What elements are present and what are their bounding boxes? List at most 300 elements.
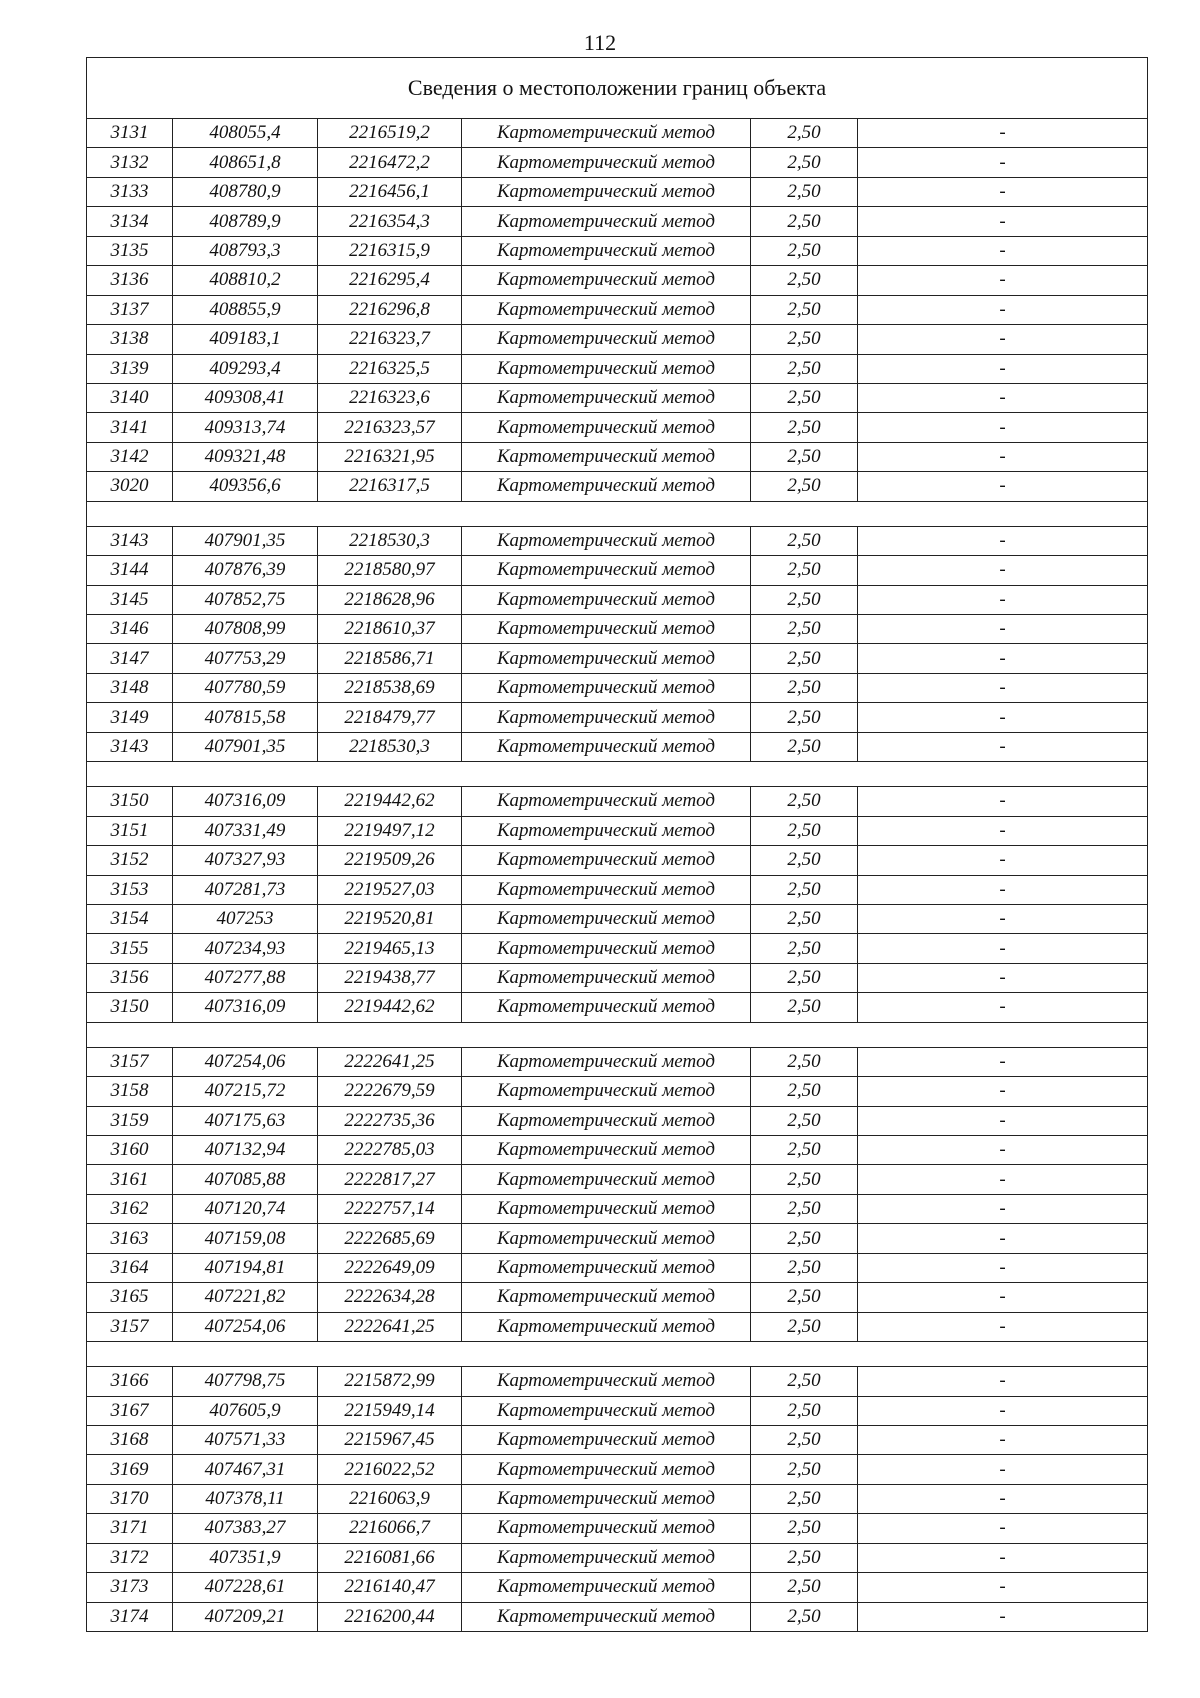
table-row bbox=[87, 1602, 1148, 1631]
point-number-cell: 3155 bbox=[87, 934, 173, 963]
point-number-cell: 3153 bbox=[87, 875, 173, 904]
accuracy-cell: 2,50 bbox=[751, 207, 858, 236]
description-cell: - bbox=[858, 1194, 1148, 1223]
method-cell: Картометрический метод bbox=[462, 383, 751, 412]
accuracy-cell: 2,50 bbox=[751, 732, 858, 761]
description-cell: - bbox=[858, 1047, 1148, 1076]
accuracy-cell: 2,50 bbox=[751, 442, 858, 471]
point-number-cell: 3143 bbox=[87, 732, 173, 761]
point-number-cell: 3142 bbox=[87, 442, 173, 471]
accuracy-cell: 2,50 bbox=[751, 236, 858, 265]
method-cell: Картометрический метод bbox=[462, 207, 751, 236]
x-coordinate-cell: 408793,3 bbox=[173, 236, 318, 265]
method-cell: Картометрический метод bbox=[462, 442, 751, 471]
point-number-cell: 3140 bbox=[87, 383, 173, 412]
description-cell: - bbox=[858, 1514, 1148, 1543]
table-row bbox=[87, 1194, 1148, 1223]
description-cell: - bbox=[858, 526, 1148, 555]
contour-separator-row bbox=[87, 762, 1148, 787]
x-coordinate-cell: 407331,49 bbox=[173, 816, 318, 845]
table-row bbox=[87, 1573, 1148, 1602]
point-number-cell: 3151 bbox=[87, 816, 173, 845]
accuracy-cell: 2,50 bbox=[751, 1106, 858, 1135]
y-coordinate-cell: 2222685,69 bbox=[318, 1224, 462, 1253]
method-cell: Картометрический метод bbox=[462, 1367, 751, 1396]
accuracy-cell: 2,50 bbox=[751, 615, 858, 644]
y-coordinate-cell: 2216519,2 bbox=[318, 119, 462, 148]
accuracy-cell: 2,50 bbox=[751, 413, 858, 442]
accuracy-cell: 2,50 bbox=[751, 1396, 858, 1425]
x-coordinate-cell: 407753,29 bbox=[173, 644, 318, 673]
description-cell: - bbox=[858, 207, 1148, 236]
method-cell: Картометрический метод bbox=[462, 1224, 751, 1253]
table-row bbox=[87, 442, 1148, 471]
x-coordinate-cell: 407234,93 bbox=[173, 934, 318, 963]
method-cell: Картометрический метод bbox=[462, 1283, 751, 1312]
point-number-cell: 3148 bbox=[87, 673, 173, 702]
table-row bbox=[87, 1106, 1148, 1135]
y-coordinate-cell: 2218580,97 bbox=[318, 556, 462, 585]
method-cell: Картометрический метод bbox=[462, 413, 751, 442]
y-coordinate-cell: 2216323,7 bbox=[318, 325, 462, 354]
method-cell: Картометрический метод bbox=[462, 787, 751, 816]
method-cell: Картометрический метод bbox=[462, 526, 751, 555]
description-cell: - bbox=[858, 1543, 1148, 1572]
table-row bbox=[87, 177, 1148, 206]
accuracy-cell: 2,50 bbox=[751, 1136, 858, 1165]
description-cell: - bbox=[858, 556, 1148, 585]
x-coordinate-cell: 407780,59 bbox=[173, 673, 318, 702]
description-cell: - bbox=[858, 1312, 1148, 1341]
method-cell: Картометрический метод bbox=[462, 1253, 751, 1282]
x-coordinate-cell: 407085,88 bbox=[173, 1165, 318, 1194]
y-coordinate-cell: 2219509,26 bbox=[318, 846, 462, 875]
method-cell: Картометрический метод bbox=[462, 148, 751, 177]
accuracy-cell: 2,50 bbox=[751, 1253, 858, 1282]
table-row bbox=[87, 703, 1148, 732]
y-coordinate-cell: 2216081,66 bbox=[318, 1543, 462, 1572]
point-number-cell: 3132 bbox=[87, 148, 173, 177]
point-number-cell: 3143 bbox=[87, 526, 173, 555]
accuracy-cell: 2,50 bbox=[751, 119, 858, 148]
x-coordinate-cell: 407383,27 bbox=[173, 1514, 318, 1543]
accuracy-cell: 2,50 bbox=[751, 1425, 858, 1454]
method-cell: Картометрический метод bbox=[462, 1077, 751, 1106]
accuracy-cell: 2,50 bbox=[751, 1194, 858, 1223]
point-number-cell: 3138 bbox=[87, 325, 173, 354]
method-cell: Картометрический метод bbox=[462, 644, 751, 673]
description-cell: - bbox=[858, 1224, 1148, 1253]
y-coordinate-cell: 2222757,14 bbox=[318, 1194, 462, 1223]
description-cell: - bbox=[858, 615, 1148, 644]
table-row bbox=[87, 1543, 1148, 1572]
point-number-cell: 3133 bbox=[87, 177, 173, 206]
method-cell: Картометрический метод bbox=[462, 1543, 751, 1572]
y-coordinate-cell: 2219442,62 bbox=[318, 787, 462, 816]
method-cell: Картометрический метод bbox=[462, 703, 751, 732]
accuracy-cell: 2,50 bbox=[751, 1283, 858, 1312]
point-number-cell: 3174 bbox=[87, 1602, 173, 1631]
accuracy-cell: 2,50 bbox=[751, 1573, 858, 1602]
y-coordinate-cell: 2219438,77 bbox=[318, 963, 462, 992]
x-coordinate-cell: 407852,75 bbox=[173, 585, 318, 614]
x-coordinate-cell: 409183,1 bbox=[173, 325, 318, 354]
method-cell: Картометрический метод bbox=[462, 1396, 751, 1425]
method-cell: Картометрический метод bbox=[462, 177, 751, 206]
y-coordinate-cell: 2216022,52 bbox=[318, 1455, 462, 1484]
accuracy-cell: 2,50 bbox=[751, 526, 858, 555]
description-cell: - bbox=[858, 1367, 1148, 1396]
accuracy-cell: 2,50 bbox=[751, 1047, 858, 1076]
x-coordinate-cell: 407254,06 bbox=[173, 1047, 318, 1076]
point-number-cell: 3020 bbox=[87, 472, 173, 501]
y-coordinate-cell: 2218538,69 bbox=[318, 673, 462, 702]
point-number-cell: 3149 bbox=[87, 703, 173, 732]
x-coordinate-cell: 407221,82 bbox=[173, 1283, 318, 1312]
x-coordinate-cell: 407254,06 bbox=[173, 1312, 318, 1341]
point-number-cell: 3168 bbox=[87, 1425, 173, 1454]
y-coordinate-cell: 2216323,6 bbox=[318, 383, 462, 412]
table-row bbox=[87, 934, 1148, 963]
method-cell: Картометрический метод bbox=[462, 1573, 751, 1602]
accuracy-cell: 2,50 bbox=[751, 703, 858, 732]
point-number-cell: 3147 bbox=[87, 644, 173, 673]
y-coordinate-cell: 2222785,03 bbox=[318, 1136, 462, 1165]
description-cell: - bbox=[858, 119, 1148, 148]
x-coordinate-cell: 407281,73 bbox=[173, 875, 318, 904]
point-number-cell: 3164 bbox=[87, 1253, 173, 1282]
x-coordinate-cell: 407876,39 bbox=[173, 556, 318, 585]
separator-cell bbox=[87, 1022, 1148, 1047]
point-number-cell: 3165 bbox=[87, 1283, 173, 1312]
x-coordinate-cell: 407605,9 bbox=[173, 1396, 318, 1425]
y-coordinate-cell: 2218530,3 bbox=[318, 526, 462, 555]
x-coordinate-cell: 407808,99 bbox=[173, 615, 318, 644]
x-coordinate-cell: 407467,31 bbox=[173, 1455, 318, 1484]
table-row bbox=[87, 1514, 1148, 1543]
accuracy-cell: 2,50 bbox=[751, 354, 858, 383]
x-coordinate-cell: 408855,9 bbox=[173, 295, 318, 324]
point-number-cell: 3146 bbox=[87, 615, 173, 644]
method-cell: Картометрический метод bbox=[462, 1047, 751, 1076]
point-number-cell: 3150 bbox=[87, 993, 173, 1022]
table-row bbox=[87, 1484, 1148, 1513]
x-coordinate-cell: 409356,6 bbox=[173, 472, 318, 501]
accuracy-cell: 2,50 bbox=[751, 1312, 858, 1341]
y-coordinate-cell: 2222679,59 bbox=[318, 1077, 462, 1106]
table-row bbox=[87, 1396, 1148, 1425]
method-cell: Картометрический метод bbox=[462, 993, 751, 1022]
description-cell: - bbox=[858, 993, 1148, 1022]
table-row bbox=[87, 1283, 1148, 1312]
table-row bbox=[87, 413, 1148, 442]
point-number-cell: 3163 bbox=[87, 1224, 173, 1253]
y-coordinate-cell: 2219527,03 bbox=[318, 875, 462, 904]
accuracy-cell: 2,50 bbox=[751, 963, 858, 992]
point-number-cell: 3135 bbox=[87, 236, 173, 265]
description-cell: - bbox=[858, 904, 1148, 933]
x-coordinate-cell: 407175,63 bbox=[173, 1106, 318, 1135]
x-coordinate-cell: 407215,72 bbox=[173, 1077, 318, 1106]
y-coordinate-cell: 2216323,57 bbox=[318, 413, 462, 442]
description-cell: - bbox=[858, 875, 1148, 904]
point-number-cell: 3158 bbox=[87, 1077, 173, 1106]
x-coordinate-cell: 407132,94 bbox=[173, 1136, 318, 1165]
accuracy-cell: 2,50 bbox=[751, 934, 858, 963]
description-cell: - bbox=[858, 732, 1148, 761]
accuracy-cell: 2,50 bbox=[751, 1455, 858, 1484]
table-row bbox=[87, 732, 1148, 761]
table-row bbox=[87, 472, 1148, 501]
accuracy-cell: 2,50 bbox=[751, 1602, 858, 1631]
y-coordinate-cell: 2216325,5 bbox=[318, 354, 462, 383]
table-row bbox=[87, 556, 1148, 585]
method-cell: Картометрический метод bbox=[462, 1136, 751, 1165]
y-coordinate-cell: 2216456,1 bbox=[318, 177, 462, 206]
y-coordinate-cell: 2222735,36 bbox=[318, 1106, 462, 1135]
table-row bbox=[87, 119, 1148, 148]
accuracy-cell: 2,50 bbox=[751, 816, 858, 845]
description-cell: - bbox=[858, 177, 1148, 206]
description-cell: - bbox=[858, 1573, 1148, 1602]
description-cell: - bbox=[858, 1106, 1148, 1135]
table-row bbox=[87, 993, 1148, 1022]
description-cell: - bbox=[858, 1425, 1148, 1454]
accuracy-cell: 2,50 bbox=[751, 1484, 858, 1513]
point-number-cell: 3157 bbox=[87, 1047, 173, 1076]
description-cell: - bbox=[858, 383, 1148, 412]
method-cell: Картометрический метод bbox=[462, 846, 751, 875]
x-coordinate-cell: 407228,61 bbox=[173, 1573, 318, 1602]
point-number-cell: 3161 bbox=[87, 1165, 173, 1194]
table-row bbox=[87, 963, 1148, 992]
accuracy-cell: 2,50 bbox=[751, 787, 858, 816]
table-row bbox=[87, 1367, 1148, 1396]
x-coordinate-cell: 409293,4 bbox=[173, 354, 318, 383]
method-cell: Картометрический метод bbox=[462, 963, 751, 992]
x-coordinate-cell: 407351,9 bbox=[173, 1543, 318, 1572]
description-cell: - bbox=[858, 472, 1148, 501]
separator-cell bbox=[87, 1342, 1148, 1367]
accuracy-cell: 2,50 bbox=[751, 673, 858, 702]
accuracy-cell: 2,50 bbox=[751, 148, 858, 177]
description-cell: - bbox=[858, 846, 1148, 875]
accuracy-cell: 2,50 bbox=[751, 325, 858, 354]
table-row bbox=[87, 207, 1148, 236]
y-coordinate-cell: 2216354,3 bbox=[318, 207, 462, 236]
y-coordinate-cell: 2216200,44 bbox=[318, 1602, 462, 1631]
y-coordinate-cell: 2216066,7 bbox=[318, 1514, 462, 1543]
y-coordinate-cell: 2219442,62 bbox=[318, 993, 462, 1022]
table-row bbox=[87, 846, 1148, 875]
x-coordinate-cell: 408789,9 bbox=[173, 207, 318, 236]
table-row bbox=[87, 295, 1148, 324]
accuracy-cell: 2,50 bbox=[751, 177, 858, 206]
accuracy-cell: 2,50 bbox=[751, 383, 858, 412]
x-coordinate-cell: 407901,35 bbox=[173, 526, 318, 555]
table-title-row bbox=[87, 58, 1148, 119]
contour-separator-row bbox=[87, 1022, 1148, 1047]
y-coordinate-cell: 2222641,25 bbox=[318, 1312, 462, 1341]
table-row bbox=[87, 1224, 1148, 1253]
description-cell: - bbox=[858, 1455, 1148, 1484]
point-number-cell: 3139 bbox=[87, 354, 173, 383]
description-cell: - bbox=[858, 1602, 1148, 1631]
y-coordinate-cell: 2218610,37 bbox=[318, 615, 462, 644]
description-cell: - bbox=[858, 1253, 1148, 1282]
point-number-cell: 3167 bbox=[87, 1396, 173, 1425]
x-coordinate-cell: 408651,8 bbox=[173, 148, 318, 177]
point-number-cell: 3141 bbox=[87, 413, 173, 442]
accuracy-cell: 2,50 bbox=[751, 1077, 858, 1106]
x-coordinate-cell: 407901,35 bbox=[173, 732, 318, 761]
table-row bbox=[87, 236, 1148, 265]
method-cell: Картометрический метод bbox=[462, 875, 751, 904]
description-cell: - bbox=[858, 644, 1148, 673]
y-coordinate-cell: 2222649,09 bbox=[318, 1253, 462, 1282]
accuracy-cell: 2,50 bbox=[751, 556, 858, 585]
y-coordinate-cell: 2219497,12 bbox=[318, 816, 462, 845]
method-cell: Картометрический метод bbox=[462, 236, 751, 265]
method-cell: Картометрический метод bbox=[462, 472, 751, 501]
table-row bbox=[87, 1165, 1148, 1194]
method-cell: Картометрический метод bbox=[462, 1455, 751, 1484]
description-cell: - bbox=[858, 1396, 1148, 1425]
point-number-cell: 3173 bbox=[87, 1573, 173, 1602]
x-coordinate-cell: 407194,81 bbox=[173, 1253, 318, 1282]
accuracy-cell: 2,50 bbox=[751, 644, 858, 673]
description-cell: - bbox=[858, 413, 1148, 442]
table-row bbox=[87, 673, 1148, 702]
x-coordinate-cell: 407209,21 bbox=[173, 1602, 318, 1631]
table-row bbox=[87, 1425, 1148, 1454]
method-cell: Картометрический метод bbox=[462, 732, 751, 761]
point-number-cell: 3134 bbox=[87, 207, 173, 236]
method-cell: Картометрический метод bbox=[462, 1194, 751, 1223]
x-coordinate-cell: 407316,09 bbox=[173, 993, 318, 1022]
point-number-cell: 3169 bbox=[87, 1455, 173, 1484]
y-coordinate-cell: 2218628,96 bbox=[318, 585, 462, 614]
description-cell: - bbox=[858, 1484, 1148, 1513]
table-body bbox=[87, 119, 1148, 1632]
description-cell: - bbox=[858, 934, 1148, 963]
description-cell: - bbox=[858, 703, 1148, 732]
accuracy-cell: 2,50 bbox=[751, 585, 858, 614]
table-row bbox=[87, 615, 1148, 644]
accuracy-cell: 2,50 bbox=[751, 295, 858, 324]
x-coordinate-cell: 407815,58 bbox=[173, 703, 318, 732]
description-cell: - bbox=[858, 442, 1148, 471]
table-title: Сведения о местоположении границ объекта bbox=[87, 58, 1148, 119]
point-number-cell: 3136 bbox=[87, 266, 173, 295]
point-number-cell: 3145 bbox=[87, 585, 173, 614]
method-cell: Картометрический метод bbox=[462, 266, 751, 295]
table-row bbox=[87, 1312, 1148, 1341]
method-cell: Картометрический метод bbox=[462, 615, 751, 644]
contour-separator-row bbox=[87, 1342, 1148, 1367]
y-coordinate-cell: 2216295,4 bbox=[318, 266, 462, 295]
contour-separator-row bbox=[87, 501, 1148, 526]
table-row bbox=[87, 787, 1148, 816]
x-coordinate-cell: 407327,93 bbox=[173, 846, 318, 875]
point-number-cell: 3152 bbox=[87, 846, 173, 875]
table-row bbox=[87, 875, 1148, 904]
method-cell: Картометрический метод bbox=[462, 1106, 751, 1135]
accuracy-cell: 2,50 bbox=[751, 472, 858, 501]
accuracy-cell: 2,50 bbox=[751, 846, 858, 875]
x-coordinate-cell: 409321,48 bbox=[173, 442, 318, 471]
point-number-cell: 3166 bbox=[87, 1367, 173, 1396]
table-row bbox=[87, 526, 1148, 555]
x-coordinate-cell: 407120,74 bbox=[173, 1194, 318, 1223]
method-cell: Картометрический метод bbox=[462, 119, 751, 148]
x-coordinate-cell: 407316,09 bbox=[173, 787, 318, 816]
description-cell: - bbox=[858, 1136, 1148, 1165]
point-number-cell: 3162 bbox=[87, 1194, 173, 1223]
accuracy-cell: 2,50 bbox=[751, 1224, 858, 1253]
y-coordinate-cell: 2216140,47 bbox=[318, 1573, 462, 1602]
accuracy-cell: 2,50 bbox=[751, 904, 858, 933]
method-cell: Картометрический метод bbox=[462, 904, 751, 933]
description-cell: - bbox=[858, 963, 1148, 992]
point-number-cell: 3170 bbox=[87, 1484, 173, 1513]
y-coordinate-cell: 2218586,71 bbox=[318, 644, 462, 673]
x-coordinate-cell: 407798,75 bbox=[173, 1367, 318, 1396]
x-coordinate-cell: 407159,08 bbox=[173, 1224, 318, 1253]
point-number-cell: 3154 bbox=[87, 904, 173, 933]
point-number-cell: 3131 bbox=[87, 119, 173, 148]
y-coordinate-cell: 2216315,9 bbox=[318, 236, 462, 265]
table-row bbox=[87, 325, 1148, 354]
method-cell: Картометрический метод bbox=[462, 1312, 751, 1341]
table-row bbox=[87, 1253, 1148, 1282]
table-row bbox=[87, 1077, 1148, 1106]
y-coordinate-cell: 2216063,9 bbox=[318, 1484, 462, 1513]
x-coordinate-cell: 407253 bbox=[173, 904, 318, 933]
method-cell: Картометрический метод bbox=[462, 556, 751, 585]
description-cell: - bbox=[858, 787, 1148, 816]
x-coordinate-cell: 409308,41 bbox=[173, 383, 318, 412]
table-row bbox=[87, 148, 1148, 177]
y-coordinate-cell: 2218530,3 bbox=[318, 732, 462, 761]
description-cell: - bbox=[858, 325, 1148, 354]
y-coordinate-cell: 2216472,2 bbox=[318, 148, 462, 177]
method-cell: Картометрический метод bbox=[462, 1514, 751, 1543]
x-coordinate-cell: 407571,33 bbox=[173, 1425, 318, 1454]
description-cell: - bbox=[858, 1077, 1148, 1106]
x-coordinate-cell: 409313,74 bbox=[173, 413, 318, 442]
point-number-cell: 3150 bbox=[87, 787, 173, 816]
method-cell: Картометрический метод bbox=[462, 1602, 751, 1631]
method-cell: Картометрический метод bbox=[462, 1425, 751, 1454]
method-cell: Картометрический метод bbox=[462, 673, 751, 702]
x-coordinate-cell: 408810,2 bbox=[173, 266, 318, 295]
page-number: 112 bbox=[583, 30, 617, 55]
description-cell: - bbox=[858, 236, 1148, 265]
point-number-cell: 3156 bbox=[87, 963, 173, 992]
boundary-coordinates-table bbox=[86, 57, 1148, 1632]
x-coordinate-cell: 407277,88 bbox=[173, 963, 318, 992]
y-coordinate-cell: 2216317,5 bbox=[318, 472, 462, 501]
y-coordinate-cell: 2219465,13 bbox=[318, 934, 462, 963]
method-cell: Картометрический метод bbox=[462, 325, 751, 354]
accuracy-cell: 2,50 bbox=[751, 1165, 858, 1194]
y-coordinate-cell: 2218479,77 bbox=[318, 703, 462, 732]
accuracy-cell: 2,50 bbox=[751, 266, 858, 295]
separator-cell bbox=[87, 762, 1148, 787]
table-row bbox=[87, 1136, 1148, 1165]
accuracy-cell: 2,50 bbox=[751, 1514, 858, 1543]
